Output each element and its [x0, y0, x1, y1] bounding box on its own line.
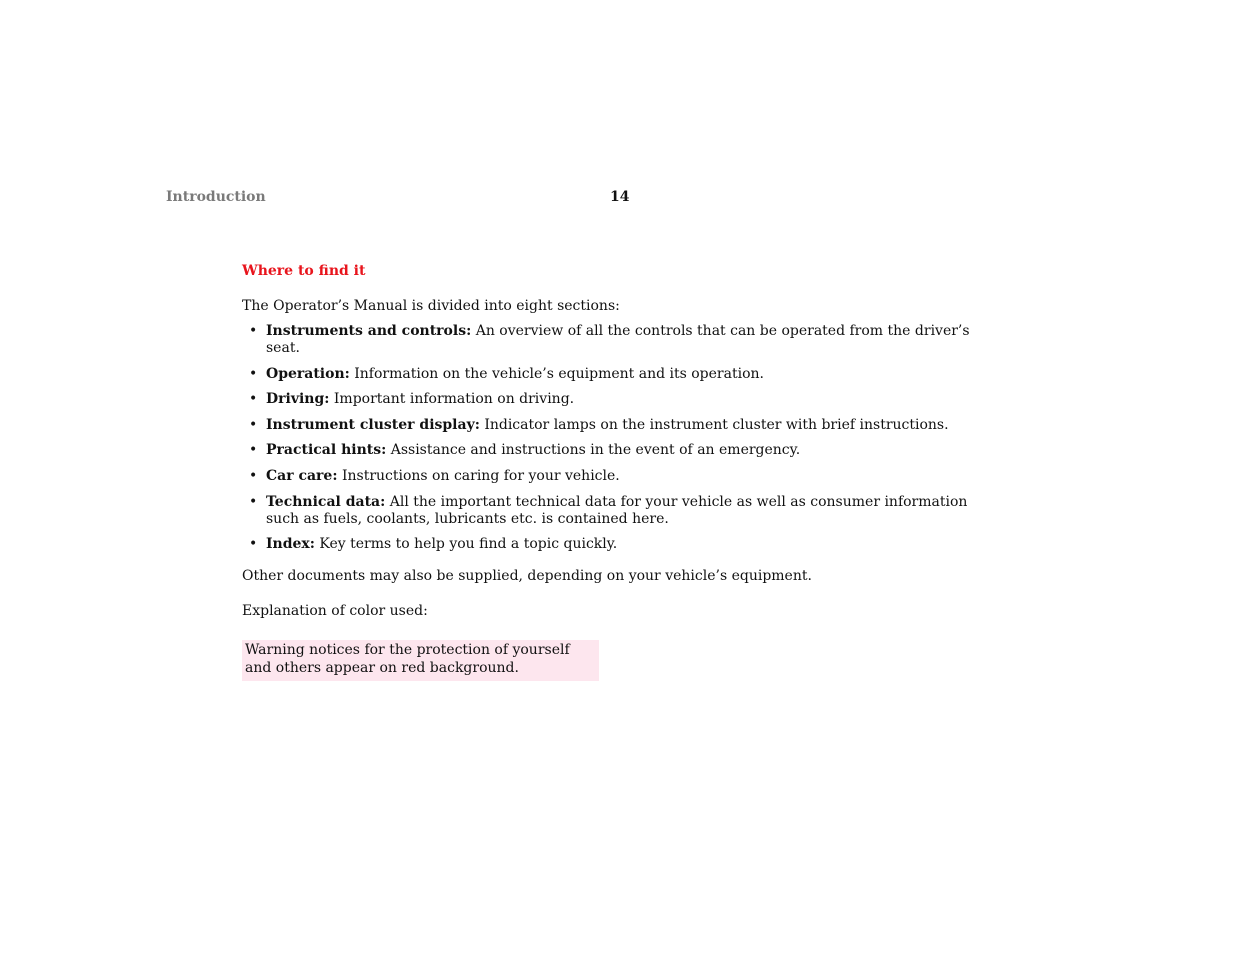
list-item-term: Technical data: [266, 493, 386, 510]
list-item-term: Operation: [266, 365, 350, 382]
bullet-icon: • [249, 323, 258, 339]
main-content [242, 262, 1002, 681]
section-heading: Where to find it [242, 263, 366, 279]
page-number: 14 [610, 189, 630, 205]
list-item-driving [242, 391, 1002, 408]
list-item-description: All the important technical data for your vehicle as well as consumer information such as fuels, coolants, lubricants etc. is contained here. [266, 493, 968, 527]
list-item-technical-data [242, 494, 1002, 528]
list-item-term: Instrument cluster display: [266, 416, 480, 433]
list-item-description: Indicator lamps on the instrument cluster with brief instructions. [479, 416, 949, 433]
bullet-icon: • [249, 391, 258, 408]
list-item-index [242, 536, 1002, 553]
other-documents-paragraph: Other documents may also be supplied, depending on your vehicle’s equipment. [242, 568, 812, 585]
manual-sections-list [242, 323, 1002, 553]
list-item-description: Information on the vehicle’s equipment and its operation. [349, 365, 764, 382]
bullet-icon: • [249, 493, 258, 510]
list-item-term: Car care: [266, 467, 338, 484]
bullet-icon: • [249, 416, 258, 433]
list-item-description: An overview of all the controls that can be operated from the driver’s seat. [266, 323, 970, 356]
list-item-instruments-and-controls [242, 323, 1002, 357]
list-item-operation [242, 366, 1002, 383]
list-item-car-care [242, 468, 1002, 485]
list-item-term: Practical hints: [266, 442, 387, 459]
list-item-term: Driving: [266, 391, 330, 408]
list-item-practical-hints [242, 442, 1002, 459]
bullet-icon: • [249, 536, 258, 553]
list-item-description: Important information on driving. [329, 391, 575, 408]
list-item-term: Index: [266, 536, 315, 553]
list-item-term: Instruments and controls: [266, 323, 472, 339]
color-explanation-paragraph: Explanation of color used: [242, 603, 428, 620]
list-item-description: Instructions on caring for your vehicle. [337, 467, 620, 484]
list-item-description: Key terms to help you find a topic quickly. [314, 536, 618, 553]
list-item-description: Assistance and instructions in the event of an emergency. [386, 442, 801, 459]
intro-paragraph: The Operator’s Manual is divided into eight sections: [242, 298, 620, 314]
bullet-icon: • [249, 467, 258, 484]
bullet-icon: • [249, 365, 258, 382]
bullet-icon: • [249, 442, 258, 459]
running-header-section: Introduction [166, 189, 266, 205]
list-item-instrument-cluster-display [242, 417, 1002, 434]
warning-notice-box: Warning notices for the protection of yourself and others appear on red background. [242, 640, 599, 681]
